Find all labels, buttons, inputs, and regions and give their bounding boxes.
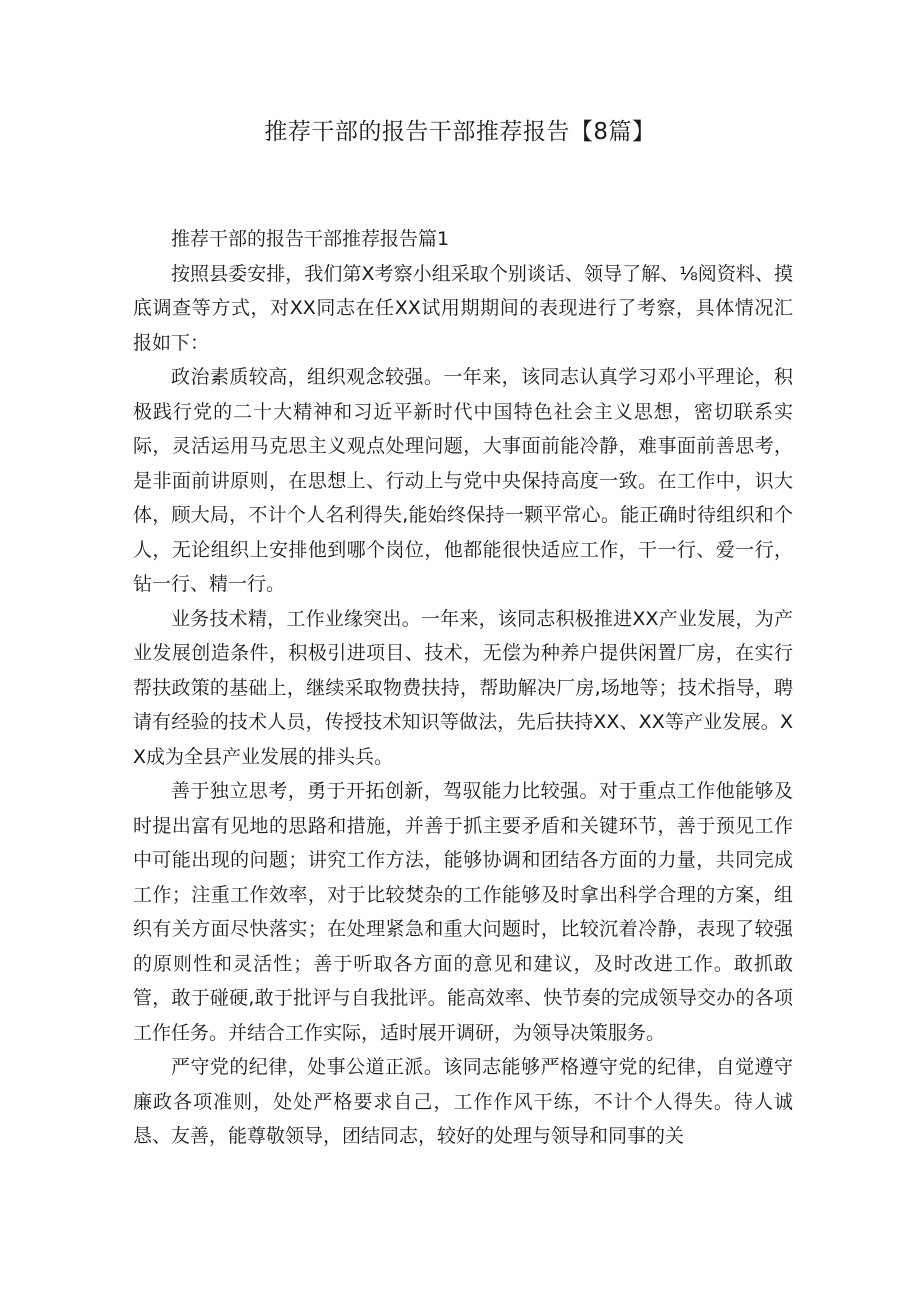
document-title: 推荐干部的报告干部推荐报告【8篇】 <box>264 119 656 145</box>
document-body <box>133 222 793 1154</box>
paragraph-technical-skill: 业务技术精，工作业缘突出。一年来，该同志积极推进XX产业发展，为产业发展创造条件，积极引进项目、技术，无偿为种养户提供闲置厂房，在实行帮扶政策的基础上，继续采取物费扶持，帮助解决厂房,场地等；技术指导，聘请有经验的技术人员，传授技术知识等做法，先后扶持XX、XX等产业发展。XX成为全县产业发展的排头兵。 <box>133 607 793 768</box>
section-heading: 推荐干部的报告干部推荐报告篇1 <box>171 228 450 250</box>
paragraph-political-quality: 政治素质较高，组织观念较强。一年来，该同志认真学习邓小平理论，积极践行党的二十大精神和习近平新时代中国特色社会主义思想，密切联系实际，灵活运用马克思主义观点处理问题，大事面前能冷静，难事面前善思考，是非面前讲原则，在思想上、行动上与党中央保持高度一致。在工作中，识大体，顾大局，不计个人名利得失,能始终保持一颗平常心。能正确时待组织和个人，无论组织上安排他到哪个岗位，他都能很快适应工作，干一行、爱一行，钻一行、精一行。 <box>133 366 793 595</box>
paragraph-intro: 按照县委安排，我们第X考察小组采取个别谈话、领导了解、⅛阅资料、摸底调查等方式，对XX同志在任XX试用期期间的表现进行了考察，具体情况汇报如下： <box>133 262 793 354</box>
paragraph-independent-thinking: 善于独立思考，勇于开拓创新，驾驭能力比较强。对于重点工作他能够及时提出富有见地的思路和措施，并善于抓主要矛盾和关键环节，善于预见工作中可能出现的问题；讲究工作方法，能够协调和团结各方面的力量，共同完成工作；注重工作效率，对于比较焚杂的工作能够及时拿出科学合理的方案，组织有关方面尽快落实；在处理紧急和重大问题时，比较沉着冷静，表现了较强的原则性和灵活性；善于听取各方面的意见和建议，及时改进工作。敢抓敢管，敢于碰硬,敢于批评与自我批评。能高效率、快节奏的完成领导交办的各项工作任务。并结合工作实际，适时展开调研，为领导决策服务。 <box>133 780 793 1044</box>
paragraph-discipline: 严守党的纪律，处事公道正派。该同志能够严格遵守党的纪律，自觉遵守廉政各项准则，处处严格要求自己，工作作风干练，不计个人得失。待人诚恳、友善，能尊敬领导，团结同志，较好的处理与领导和同事的关 <box>133 1056 793 1147</box>
